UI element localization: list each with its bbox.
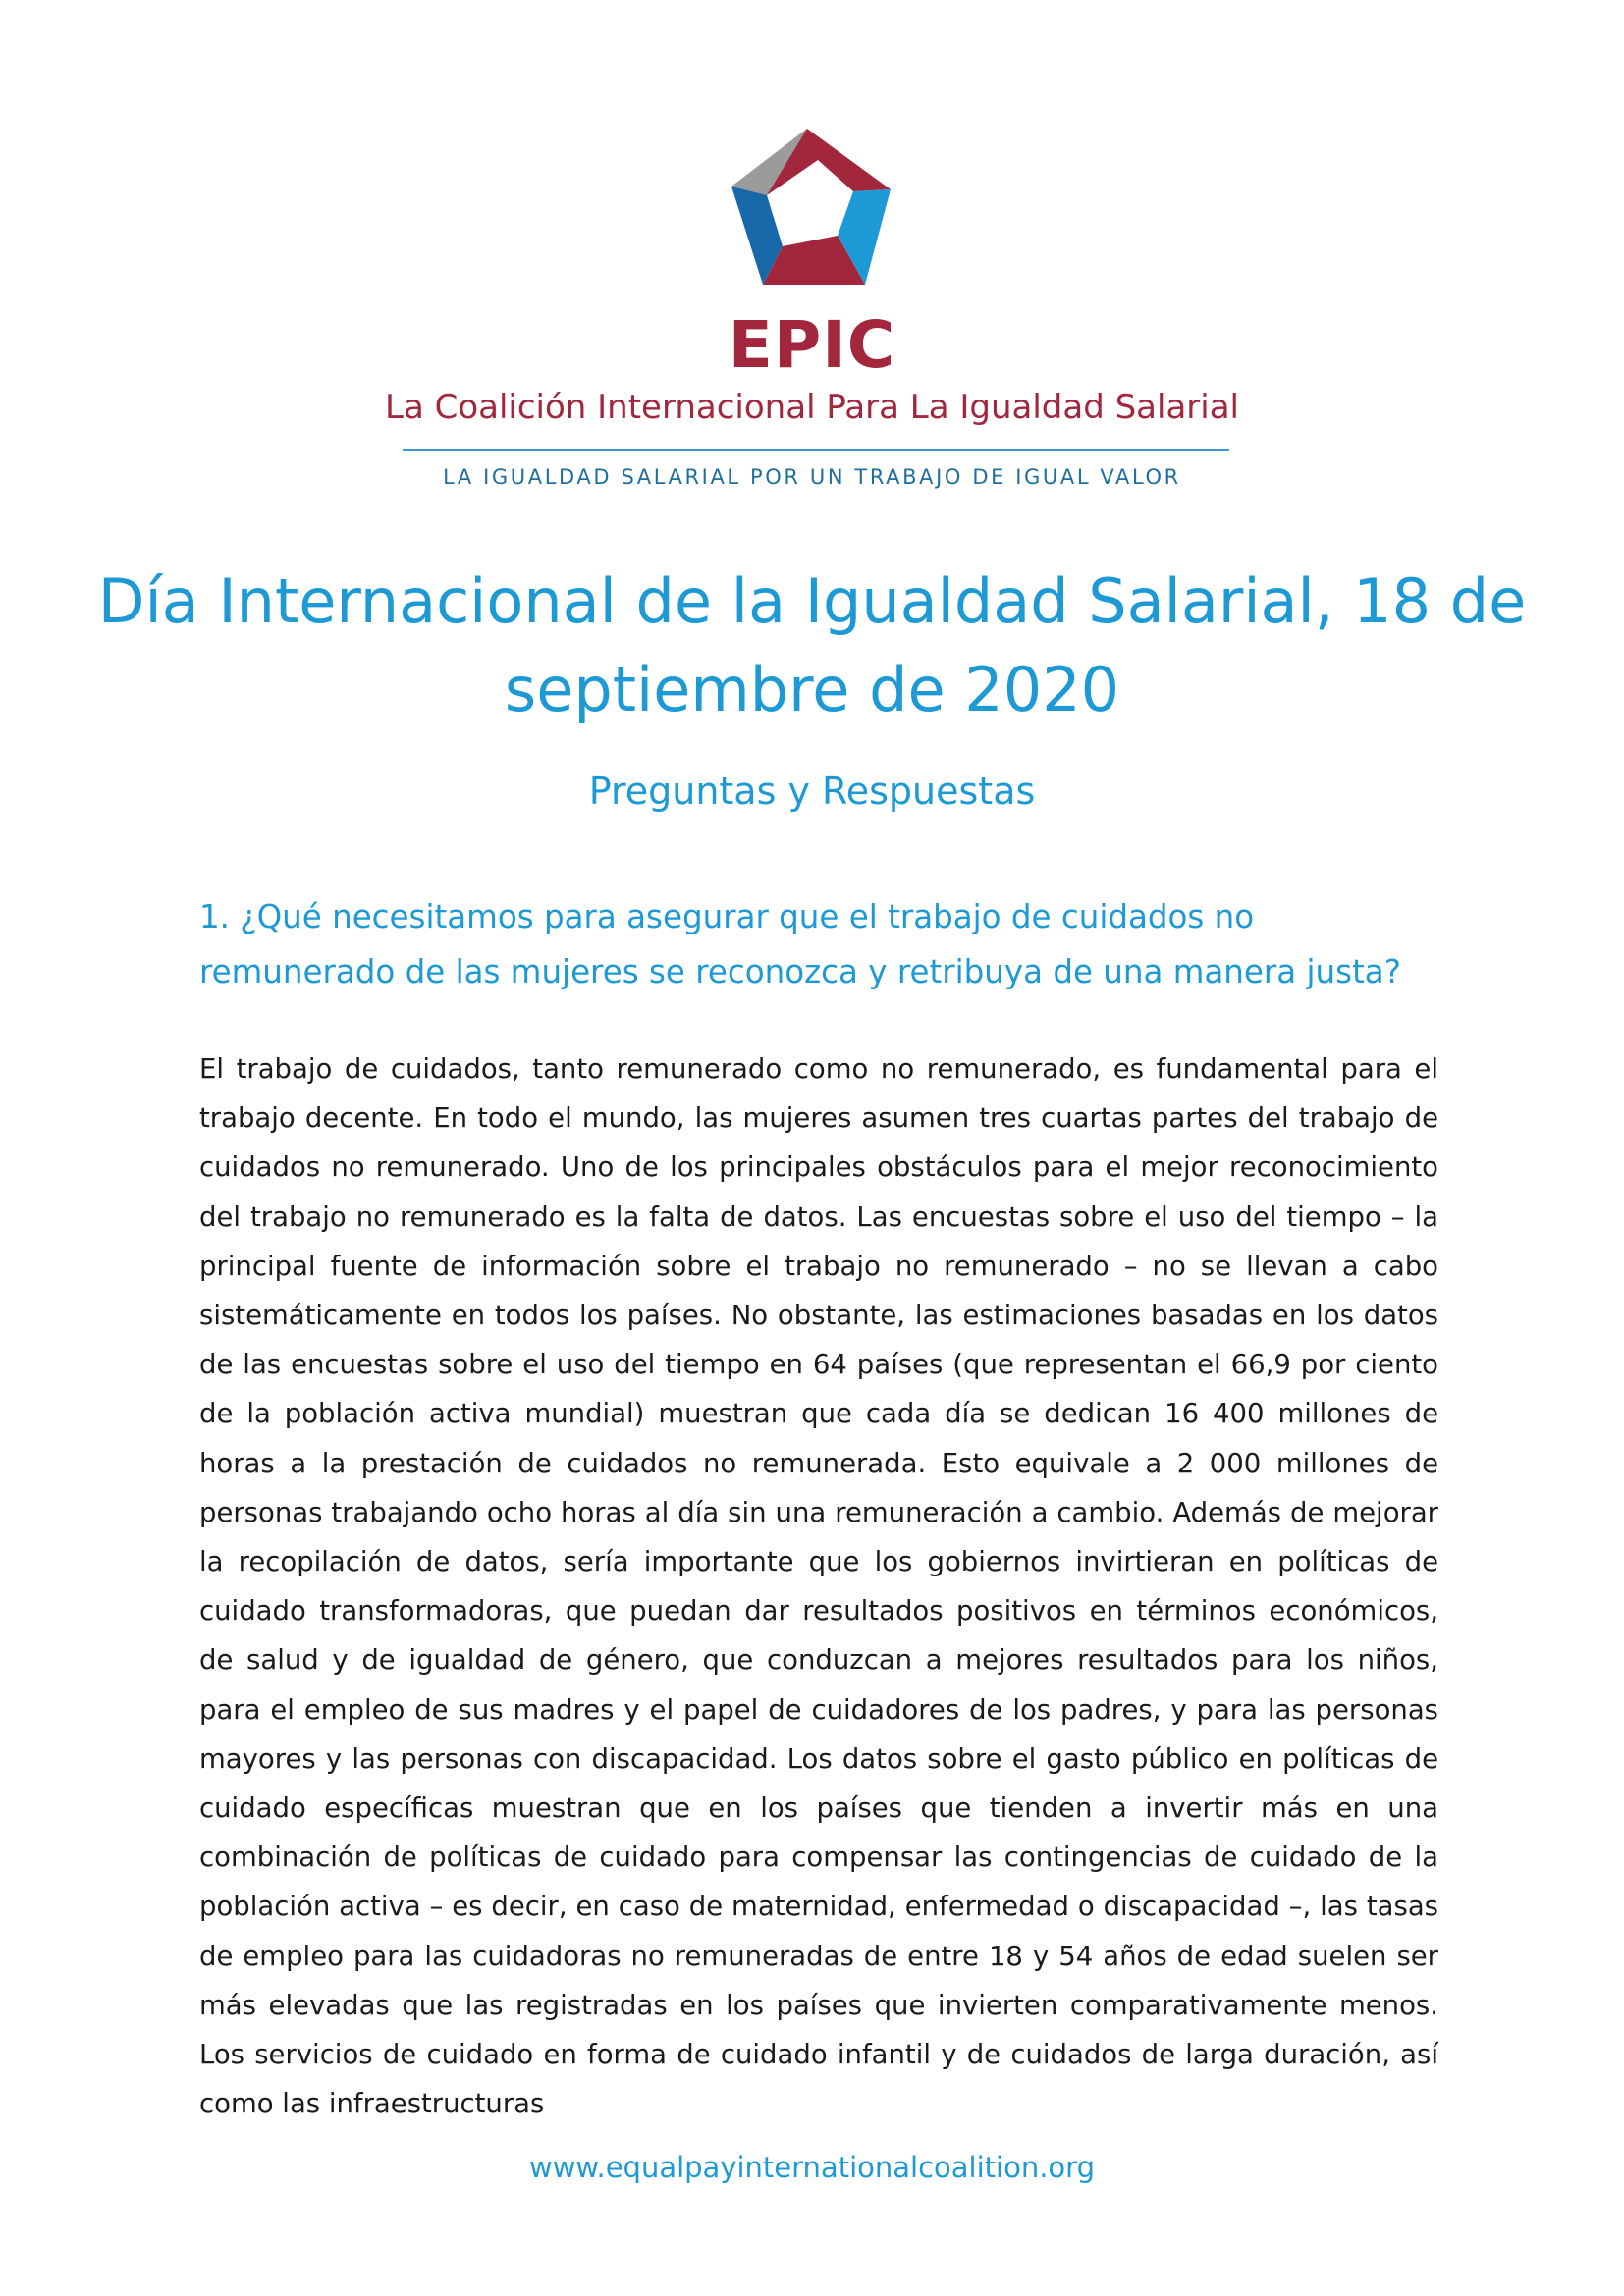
epic-pentagon-logo-icon <box>727 126 899 293</box>
question-heading: 1. ¿Qué necesitamos para asegurar que el trabajo de cuidados no remunerado de las mujeres se reconozca y retribuya de una manera justa? <box>199 898 1401 990</box>
org-short-name: EPIC <box>728 307 896 383</box>
page-subtitle: Preguntas y Respuestas <box>588 770 1036 813</box>
answer-paragraph: El trabajo de cuidados, tanto remunerado como no remunerado, es fundamental para el trabajo decente. En todo el mundo, las mujeres asumen tres cuartas partes del trabajo de cuidados no remunerado. Uno de los principales obstáculos para el mejor reconocimiento del trabajo no remunerado es la falta de datos. Las encuestas sobre el uso del tiempo – la principal fuente de información sobre el trabajo no remunerado – no se llevan a cabo sistemáticamente en todos los países. No obstante, las estimaciones basadas en los datos de las encuestas sobre el uso del tiempo en 64 países (que representan el 66,9 por ciento de la población activa mundial) muestran que cada día se dedican 16 400 millones de horas a la prestación de cuidados no remunerada. Esto equivale a 2 000 millones de personas trabajando ocho horas al día sin una remuneración a cambio. Además de mejorar la recopilación de datos, sería importante que los gobiernos invirtieran en políticas de cuidado transformadoras, que puedan dar resultados positivos en términos económicos, de salud y de igualdad de género, que conduzcan a mejores resultados para los niños, para el empleo de sus madres y el papel de cuidadores de los padres, y para las personas mayores y las personas con discapacidad. Los datos sobre el gasto público en políticas de cuidado específicas muestran que en los países que tienden a invertir más en una combinación de políticas de cuidado para compensar las contingencias de cuidado de la población activa – es decir, en caso de maternidad, enfermedad o discapacidad –, las tasas de empleo para las cuidadoras no remuneradas de entre 18 y 54 años de edad suelen ser más elevadas que las registradas en los países que invierten comparativamente menos. Los servicios de cuidado en forma de cuidado infantil y de cuidados de larga duración, así como las infraestructuras <box>199 1053 1438 2120</box>
logo-divider <box>403 449 1229 451</box>
org-long-name: La Coalición Internacional Para La Igualdad Salarial <box>385 388 1239 427</box>
org-tagline: LA IGUALDAD SALARIAL POR UN TRABAJO DE IGUAL VALOR <box>443 465 1181 489</box>
page-title: Día Internacional de la Igualdad Salarial, 18 de septiembre de 2020 <box>97 565 1527 725</box>
footer-website-link[interactable]: www.equalpayinternationalcoalition.org <box>528 2151 1095 2184</box>
